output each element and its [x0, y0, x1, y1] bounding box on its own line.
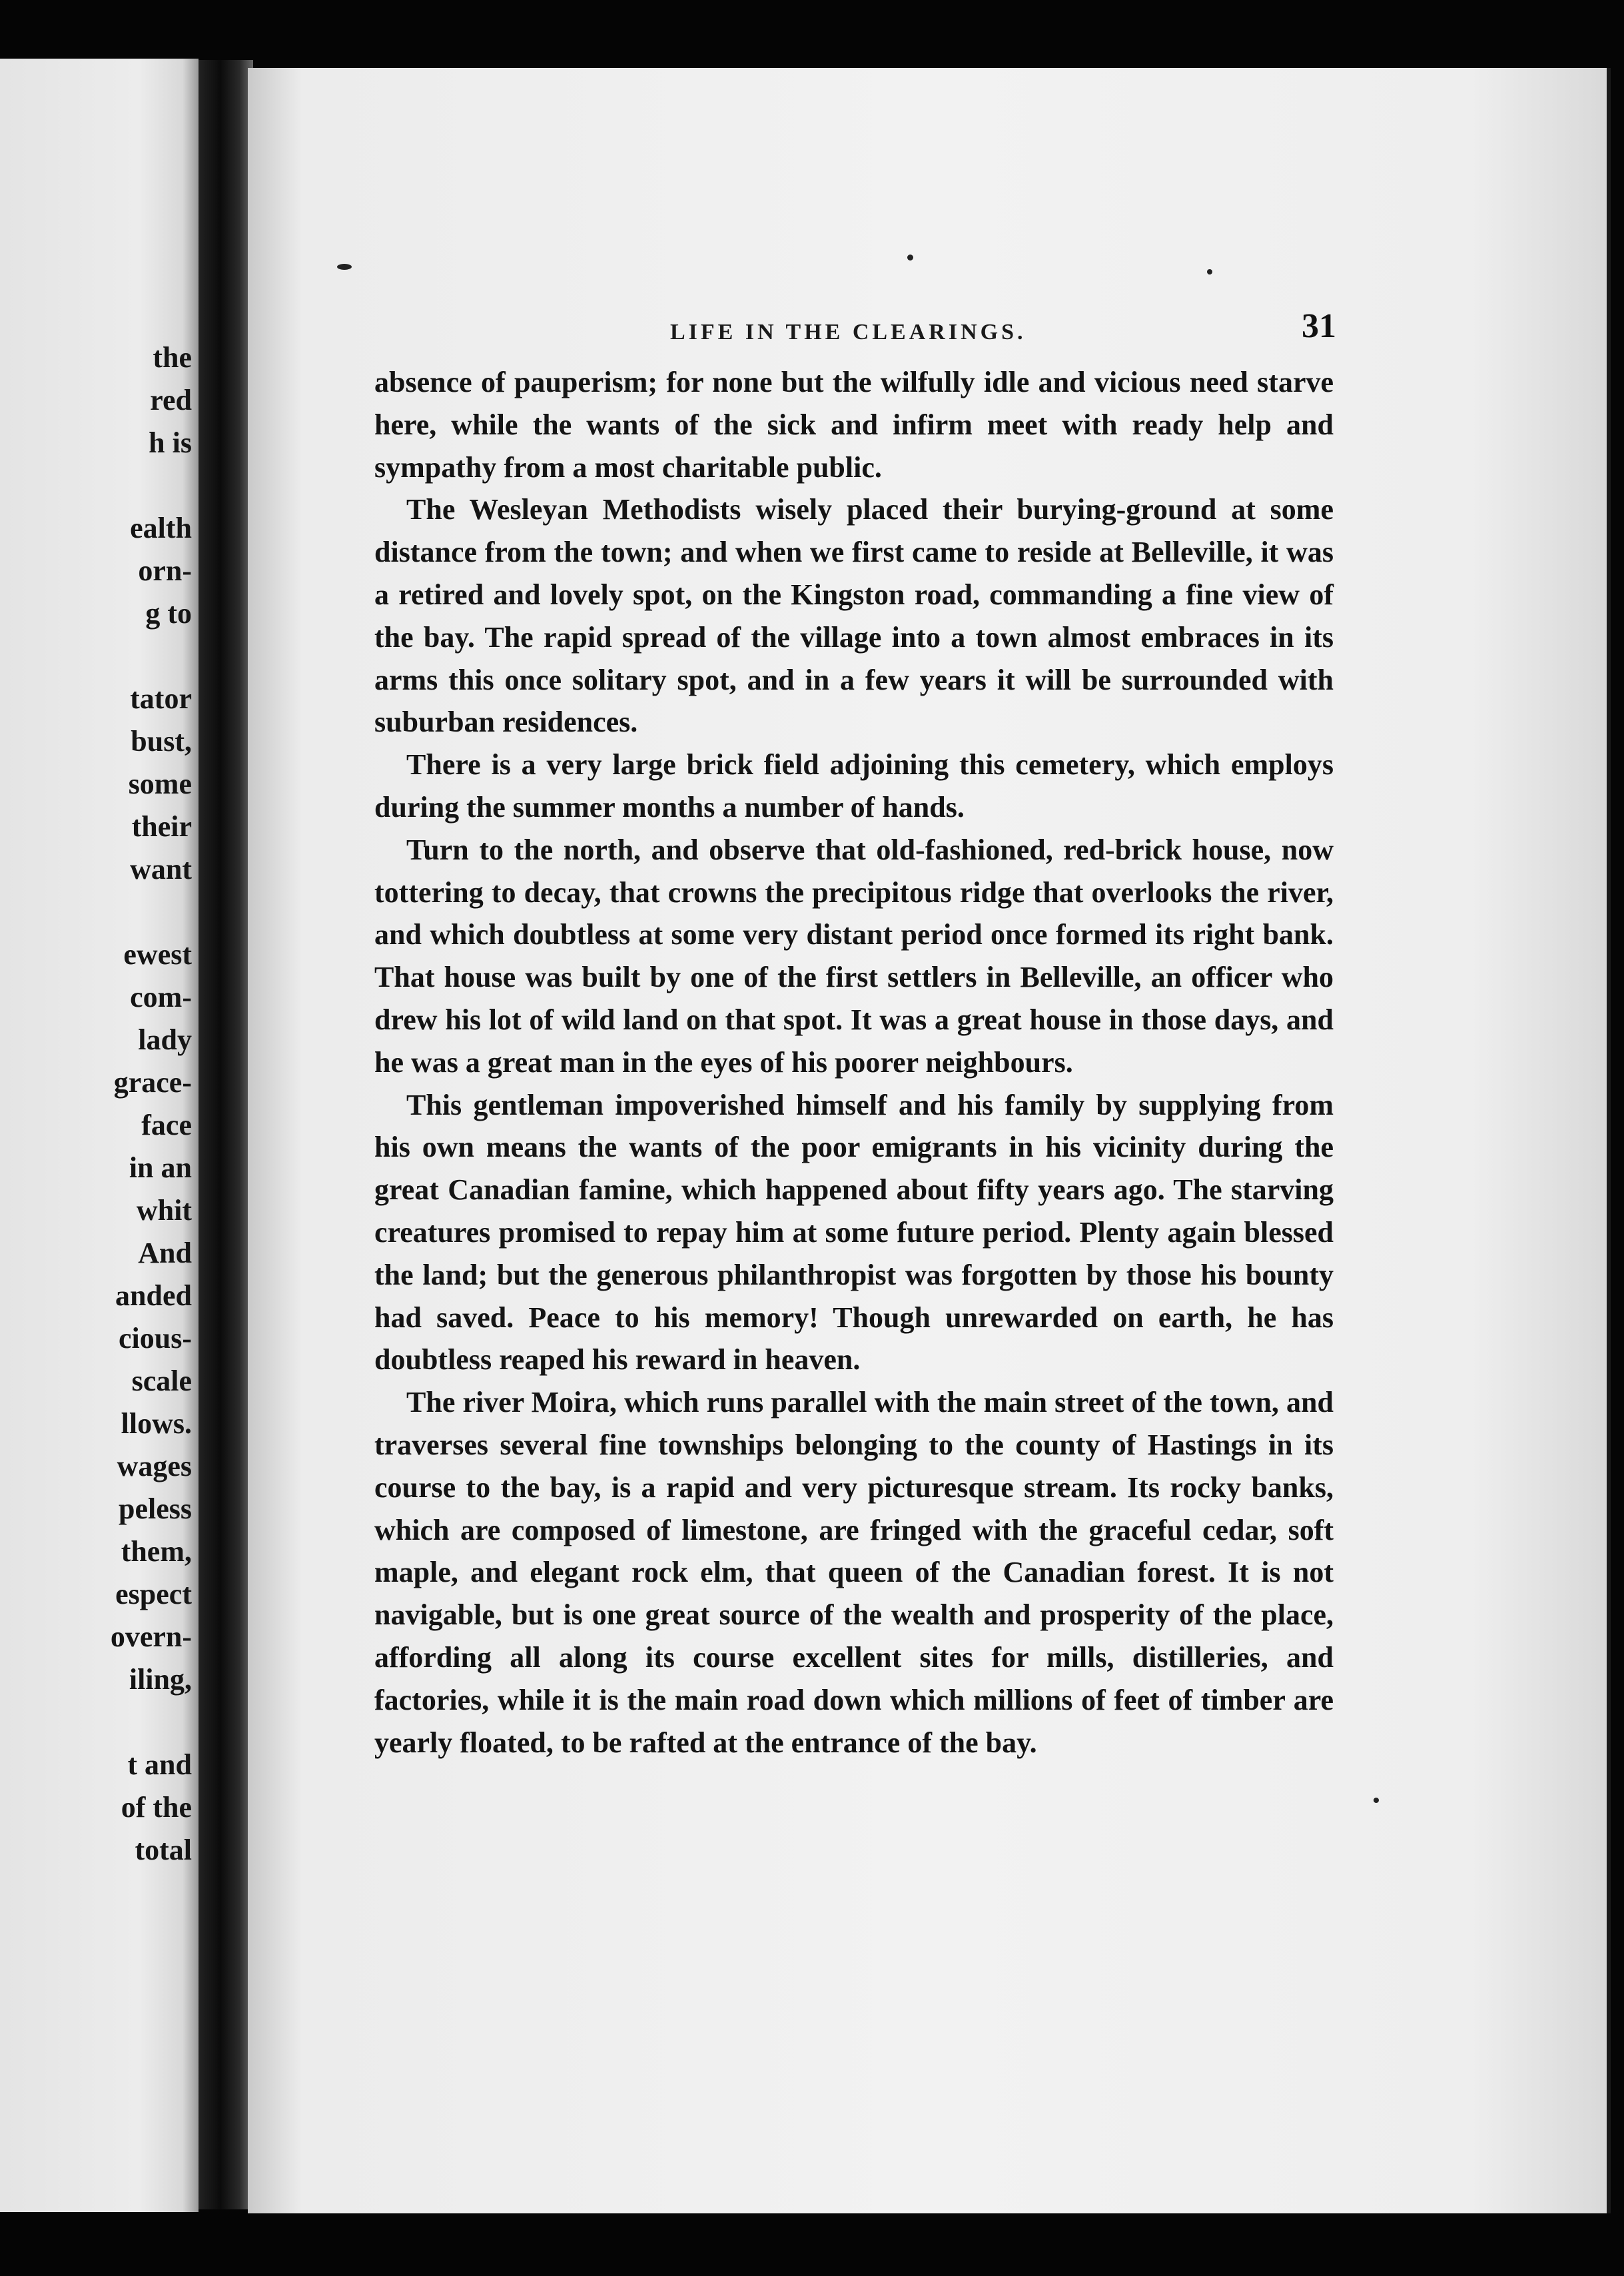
facing-page-line-fragment: grace- [113, 1066, 192, 1099]
book-gutter [199, 60, 253, 2209]
facing-page-line-fragment: of the [121, 1791, 192, 1824]
facing-page [0, 59, 199, 2212]
facing-page-line-fragment: anded [115, 1279, 192, 1312]
facing-page-line-fragment: com- [130, 981, 192, 1013]
paragraph: The river Moira, which runs parallel with the main street of the town, and traverses several fine townships belonging to the county of Hastings in its course to the bay, is a rapid and very picturesque stream. Its rocky banks, which are composed of limestone, are fringed with the graceful cedar, soft maple, and elegant rock elm, that queen of the Canadian forest. It is not navigable, but is one great source of the wealth and prosperity of the place, affording all along its course excellent sites for mills, distilleries, and factories, while it is the main road down which millions of feet of timber are yearly floated, to be rafted at the entrance of the bay. [374, 1386, 1334, 1759]
book-page [248, 68, 1611, 2213]
facing-page-line-fragment: tator [130, 682, 192, 715]
facing-page-line-fragment: in an [129, 1151, 192, 1184]
facing-page-line-fragment: iling, [129, 1663, 192, 1696]
dust-speck [337, 264, 352, 270]
facing-page-line-fragment: t and [127, 1748, 192, 1781]
facing-page-line-fragment: orn- [138, 554, 192, 587]
facing-page-line-fragment: lady [138, 1023, 192, 1056]
facing-page-line-fragment: some [128, 768, 192, 800]
paragraph: There is a very large brick field adjoining this cemetery, which employs during the summer months a number of hands. [374, 748, 1334, 824]
facing-page-line-fragment: overn- [110, 1620, 192, 1653]
facing-page-line-fragment: h is [149, 426, 192, 459]
facing-page-line-fragment: whit [136, 1194, 192, 1227]
paragraph: Turn to the north, and observe that old-fashioned, red-brick house, now tottering to decay, that crowns the precipitous ridge that overlooks the river, and which doubtless at some very distant period once formed its right bank. That house was built by one of the first settlers in Belleville, an officer who drew his lot of wild land on that spot. It was a great house in those days, and he was a great man in the eyes of his poorer neighbours. [374, 833, 1334, 1079]
paragraph: absence of pauperism; for none but the wilfully idle and vicious need starve here, while the wants of the sick and infirm meet with ready help and sympathy from a most charitable public. [374, 366, 1334, 484]
facing-page-line-fragment: red [150, 384, 192, 416]
dust-speck [907, 255, 913, 261]
page-header [248, 306, 1607, 360]
facing-page-line-fragment: total [135, 1834, 192, 1866]
body-text [374, 361, 1334, 1764]
paragraph: The Wesleyan Methodists wisely placed their burying-ground at some distance from the town; and when we first came to reside at Belleville, it was a retired and lovely spot, on the Kingston road, commanding a fine view of the bay. The rapid spread of the village into a town almost embraces in its arms this once solitary spot, and in a few years it will be surrounded with suburban residences. [374, 493, 1334, 739]
facing-page-line-fragment: cious- [119, 1322, 192, 1355]
page-number: 31 [1302, 307, 1336, 345]
facing-page-line-fragment: want [130, 853, 192, 885]
facing-page-line-fragment: them, [121, 1535, 192, 1568]
dust-speck [1207, 269, 1212, 275]
facing-page-line-fragment: ewest [123, 938, 192, 971]
facing-page-line-fragment: the [153, 341, 192, 374]
facing-page-line-fragment: wages [117, 1450, 192, 1482]
facing-page-line-fragment: scale [131, 1365, 192, 1397]
dust-speck [1374, 1798, 1379, 1803]
facing-page-line-fragment: face [141, 1109, 192, 1141]
facing-page-line-fragment: peless [119, 1492, 192, 1525]
facing-page-line-fragment: llows. [121, 1407, 192, 1440]
facing-page-line-fragment: And [138, 1237, 192, 1269]
facing-page-line-fragment: ealth [130, 512, 192, 544]
facing-page-line-fragment: bust, [131, 725, 192, 758]
facing-page-line-fragment: espect [115, 1578, 192, 1610]
facing-page-line-fragment: their [131, 810, 192, 843]
facing-page-line-fragment: g to [145, 597, 192, 630]
running-head: LIFE IN THE CLEARINGS. [670, 320, 1026, 344]
paragraph: This gentleman impoverished himself and his family by supplying from his own means the wants of the poor emigrants in his vicinity during the great Canadian famine, which happened about fifty years ago. The starving creatures promised to repay him at some future period. Plenty again blessed the land; but the generous philanthropist was forgotten by those his bounty had saved. Peace to his memory! Though unrewarded on earth, he has doubtless reaped his reward in heaven. [374, 1088, 1334, 1377]
